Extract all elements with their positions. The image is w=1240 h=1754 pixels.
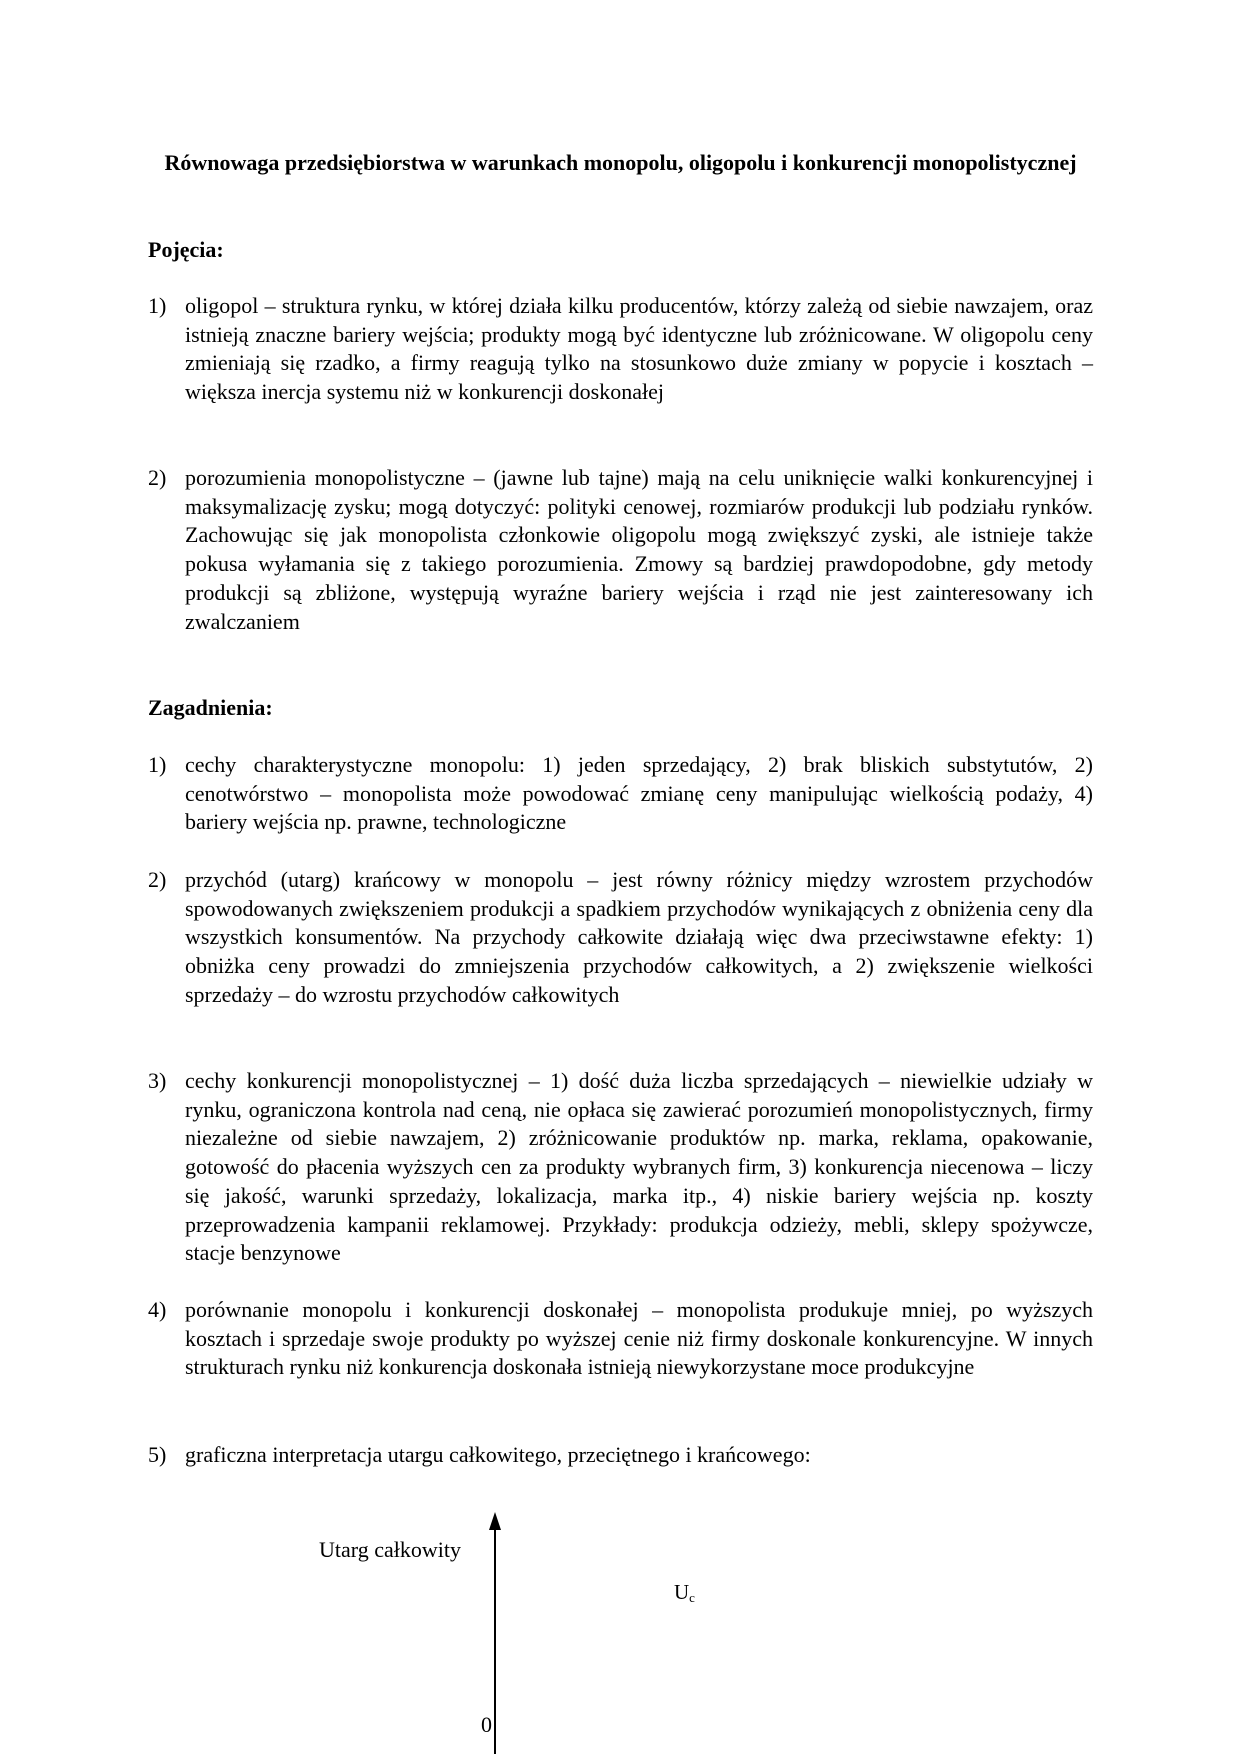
list-item — [148, 292, 1093, 407]
list-text: porównanie monopolu i konkurencji doskonałej – monopolista produkuje mniej, po wyższych kosztach i sprzedaje swoje produkty po wyższej cenie niż firmy doskonale konkurencyjne. W innych strukturach rynku niż konkurencja doskonała istnieją niewykorzystane moce produkcyjne — [185, 1297, 1093, 1380]
list-item — [148, 751, 1093, 837]
list-item — [148, 1441, 1093, 1470]
list-number: 4) — [148, 1297, 167, 1322]
list-text: cechy konkurencji monopolistycznej – 1) dość duża liczba sprzedających – niewielkie udziały w rynku, ograniczona kontrola nad ceną, nie opłaca się zawierać porozumień monopolistycznych, firmy niezależne od siebie nawzajem, 2) zróżnicowanie produktów np. marka, reklama, opakowanie, gotowość do płacenia wyższych cen za produkty wybranych firm, 3) konkurencja niecenowa – liczy się jakość, warunki sprzedaży, lokalizacja, marka itp., 4) niskie bariery wejścia np. koszty przeprowadzenia kampanii reklamowej. Przykłady: produkcja odzieży, mebli, sklepy spożywcze, stacje benzynowe — [185, 1068, 1093, 1266]
list-text: porozumienia monopolistyczne – (jawne lub tajne) mają na celu uniknięcie walki konkurencyjnej i maksymalizację zysku; mogą dotyczyć: polityki cenowej, rozmiarów produkcji lub podziału rynków. Zachowując się jak monopolista członkowie oligopolu mogą zwiększyć zyski, ale istnieje także pokusa wyłamania się z takiego porozumienia. Zmowy są bardziej prawdopodobne, gdy metody produkcji są zbliżone, występują wyraźne bariery wejścia i rząd nie jest zainteresowany ich zwalczaniem — [185, 465, 1093, 634]
list-text: graficzna interpretacja utargu całkowitego, przeciętnego i krańcowego: — [185, 1442, 811, 1467]
list-number: 1) — [148, 752, 167, 777]
y-axis-label: Utarg całkowity — [319, 1537, 461, 1562]
list-text: cechy charakterystyczne monopolu: 1) jeden sprzedający, 2) brak bliskich substytutów, 2) cenotwórstwo – monopolista może powodować zmianę ceny manipulując wielkością podaży, 4) bariery wejścia np. prawne, technologiczne — [185, 752, 1093, 835]
curve-label-subscript: c — [689, 1590, 695, 1605]
list-number: 2) — [148, 465, 167, 490]
list-item — [148, 464, 1093, 636]
list-item — [148, 1296, 1093, 1382]
list-text: przychód (utarg) krańcowy w monopolu – jest równy różnicy między wzrostem przychodów spowodowanych zwiększeniem produkcji a spadkiem przychodów wynikających z obniżenia ceny dla wszystkich konsumentów. Na przychody całkowite działają więc dwa przeciwstawne efekty: 1) obniżka ceny prowadzi do zmniejszenia przychodów całkowitych, a 2) zwiększenie wielkości sprzedaży – do wzrostu przychodów całkowitych — [185, 867, 1093, 1007]
curve-label — [674, 1580, 695, 1606]
section-heading-pojecia: Pojęcia: — [148, 237, 224, 262]
curve-label-main: U — [674, 1580, 690, 1604]
list-number: 2) — [148, 867, 167, 892]
origin-label: 0 — [481, 1712, 492, 1737]
document-title: Równowaga przedsiębiorstwa w warunkach monopolu, oligopolu i konkurencji monopolistycznej — [164, 150, 1077, 175]
list-item — [148, 1067, 1093, 1268]
list-number: 5) — [148, 1442, 167, 1467]
list-text: oligopol – struktura rynku, w której działa kilku producentów, którzy zależą od siebie nawzajem, oraz istnieją znaczne bariery wejścia; produkty mogą być identyczne lub zróżnicowane. W oligopolu ceny zmieniają się rzadko, a firmy reagują tylko na stosunkowo duże zmiany w popycie i kosztach – większa inercja systemu niż w konkurencji doskonałej — [185, 293, 1093, 405]
section-heading-zagadnienia: Zagadnienia: — [148, 695, 273, 720]
list-number: 3) — [148, 1068, 167, 1093]
list-item — [148, 866, 1093, 1010]
list-number: 1) — [148, 293, 167, 318]
